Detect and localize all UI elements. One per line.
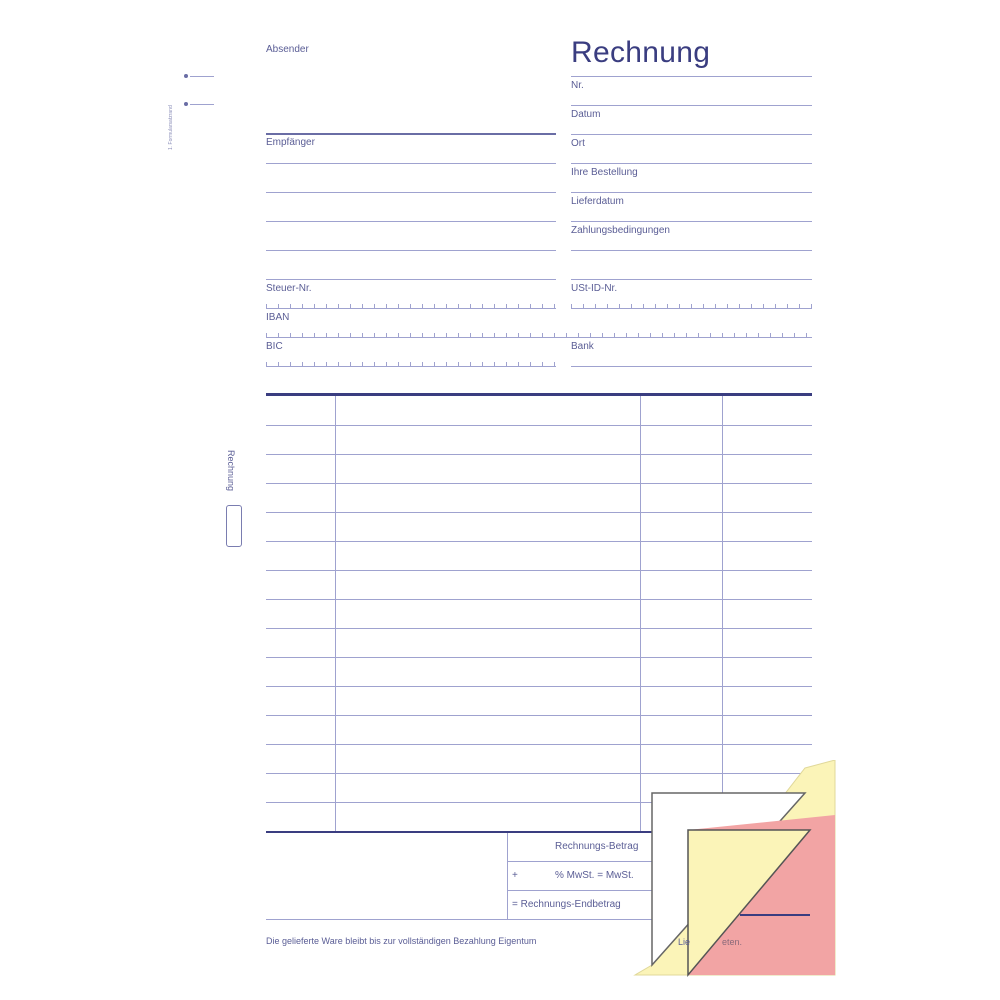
table-column-divider [335, 396, 336, 832]
punch-mark [184, 102, 188, 106]
bank-label: Bank [571, 341, 594, 352]
field-line [571, 105, 812, 106]
sender-rule [266, 133, 556, 135]
table-top-rule [266, 393, 812, 396]
footer-tail-yellow: Lie [678, 937, 691, 947]
table-row [266, 744, 812, 745]
recipient-line [266, 279, 556, 280]
table-row [266, 715, 812, 716]
vat-id-label: USt-ID-Nr. [571, 283, 618, 294]
title-rule [571, 76, 812, 77]
punch-line [190, 76, 214, 77]
table-row [266, 425, 812, 426]
field-line [571, 221, 812, 222]
bank-line [571, 366, 812, 367]
bic-boxes [266, 360, 556, 367]
field-line [571, 279, 812, 280]
tax-number-label: Steuer-Nr. [266, 283, 312, 294]
field-line [571, 134, 812, 135]
sender-label: Absender [266, 44, 309, 55]
recipient-label: Empfänger [266, 137, 315, 148]
table-row [266, 454, 812, 455]
copy-sheets-graphic [630, 760, 840, 980]
field-line [571, 192, 812, 193]
table-row [266, 657, 812, 658]
side-margin-text: 1. Formularsatzrand [168, 105, 174, 150]
totals-bottom-rule [266, 919, 652, 920]
field-line [571, 250, 812, 251]
field-delivery-date-label: Lieferdatum [571, 196, 624, 207]
field-place-label: Ort [571, 138, 585, 149]
iban-boxes [266, 331, 812, 338]
table-row [266, 628, 812, 629]
iban-label: IBAN [266, 312, 290, 323]
punch-line [190, 104, 214, 105]
field-line [571, 163, 812, 164]
bic-label: BIC [266, 341, 283, 352]
tax-number-boxes [266, 302, 556, 309]
vat-prefix: + [512, 870, 518, 881]
net-amount-label: Rechnungs-Betrag [555, 841, 639, 852]
recipient-line [266, 250, 556, 251]
footer-tail-pink: eten. [722, 937, 743, 947]
gross-amount-label: = Rechnungs-Endbetrag [512, 899, 621, 910]
footer-note: Die gelieferte Ware bleibt bis zur vollständigen Bezahlung Eigentum [266, 936, 537, 946]
recipient-line [266, 163, 556, 164]
vat-label: % MwSt. = MwSt. [555, 870, 634, 881]
vat-id-boxes [571, 302, 812, 309]
field-date-label: Datum [571, 109, 601, 120]
table-row [266, 541, 812, 542]
recipient-line [266, 221, 556, 222]
table-row [266, 483, 812, 484]
page-title: Rechnung [571, 36, 711, 69]
field-payment-terms-label: Zahlungsbedingungen [571, 225, 670, 236]
side-form-title: Rechnung [226, 450, 236, 492]
table-row [266, 570, 812, 571]
field-number-label: Nr. [571, 80, 584, 91]
table-row [266, 512, 812, 513]
brand-logo-icon [226, 505, 242, 547]
recipient-line [266, 192, 556, 193]
totals-divider [507, 833, 508, 919]
table-row [266, 599, 812, 600]
punch-mark [184, 74, 188, 78]
table-row [266, 686, 812, 687]
field-order-label: Ihre Bestellung [571, 167, 638, 178]
